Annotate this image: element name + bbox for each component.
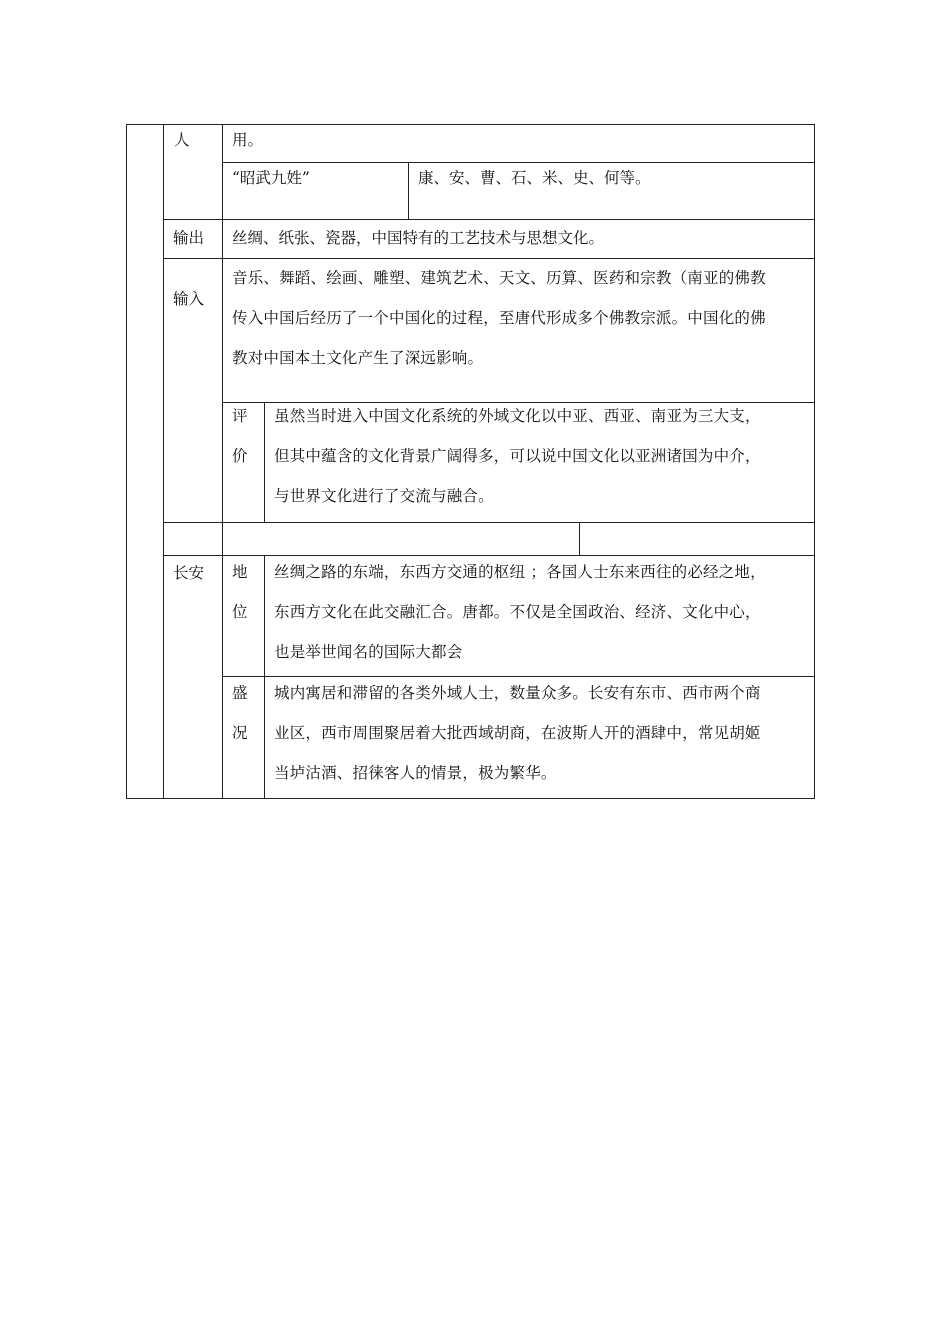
column-divider: [222, 124, 223, 799]
label-char: 位: [232, 603, 248, 621]
text-line: 业区，西市周围聚居着大批西域胡商，在波斯人开的酒肆中，常见胡姬: [274, 724, 761, 742]
table-border-right: [814, 124, 815, 799]
label-char: 地: [232, 563, 248, 581]
cell-text-prosperity: [274, 673, 761, 793]
column-divider: [163, 124, 164, 799]
text-line: 也是举世闻名的国际大都会: [274, 643, 463, 661]
column-divider: [264, 555, 265, 799]
text-line: 但其中蕴含的文化背景广阔得多，可以说中国文化以亚洲诸国为中介，: [274, 447, 761, 465]
row-label-output: 输出: [173, 229, 205, 247]
row-label-changan: 长安: [173, 564, 205, 582]
cell-text-output: 丝绸、纸张、瓷器，中国特有的工艺技术与思想文化。: [232, 229, 605, 247]
cell-text-status: [274, 552, 766, 672]
text-line: 丝绸之路的东端，东西方交通的枢纽 ；各国人士东来西往的必经之地，: [274, 563, 766, 581]
row-label-input: 输入: [173, 290, 205, 308]
label-char: 评: [232, 407, 248, 425]
row-divider: [163, 219, 815, 220]
cell-label-zhaowu: “昭武九姓”: [232, 169, 310, 187]
table-border-bottom: [126, 798, 815, 799]
label-char: 盛: [232, 684, 248, 702]
text-line: 音乐、舞蹈、绘画、雕塑、建筑艺术、天文、历算、医药和宗教（南亚的佛教: [232, 269, 766, 287]
cell-text-evaluation: [274, 396, 761, 516]
text-line: 当垆沽酒、招徕客人的情景，极为繁华。: [274, 764, 557, 782]
text-line: 与世界文化进行了交流与融合。: [274, 487, 494, 505]
table-border-left: [126, 124, 127, 799]
row-divider: [163, 522, 815, 523]
text-line: 传入中国后经历了一个中国化的过程，至唐代形成多个佛教宗派。中国化的佛: [232, 309, 766, 327]
row-label-ren: 人: [174, 131, 190, 149]
table-border-top: [126, 124, 815, 125]
text-line: 东西方文化在此交融汇合。唐都。不仅是全国政治、经济、文化中心，: [274, 603, 761, 621]
cell-label-status: [232, 552, 256, 632]
text-line: 虽然当时进入中国文化系统的外域文化以中亚、西亚、南亚为三大支，: [274, 407, 761, 425]
text-line: 城内寓居和滞留的各类外域人士，数量众多。长安有东市、西市两个商: [274, 684, 761, 702]
cell-label-evaluation: [232, 396, 256, 476]
column-divider: [264, 402, 265, 522]
cell-text-input: [232, 258, 766, 378]
cell-text-yong: 用。: [232, 131, 264, 149]
cell-value-zhaowu: 康、安、曹、石、米、史、何等。: [418, 169, 651, 187]
label-char: 价: [232, 447, 248, 465]
row-divider: [222, 162, 815, 163]
column-divider: [579, 522, 580, 555]
text-line: 教对中国本土文化产生了深远影响。: [232, 349, 484, 367]
label-char: 况: [232, 724, 248, 742]
column-divider: [408, 162, 409, 219]
cell-label-prosperity: [232, 673, 256, 753]
